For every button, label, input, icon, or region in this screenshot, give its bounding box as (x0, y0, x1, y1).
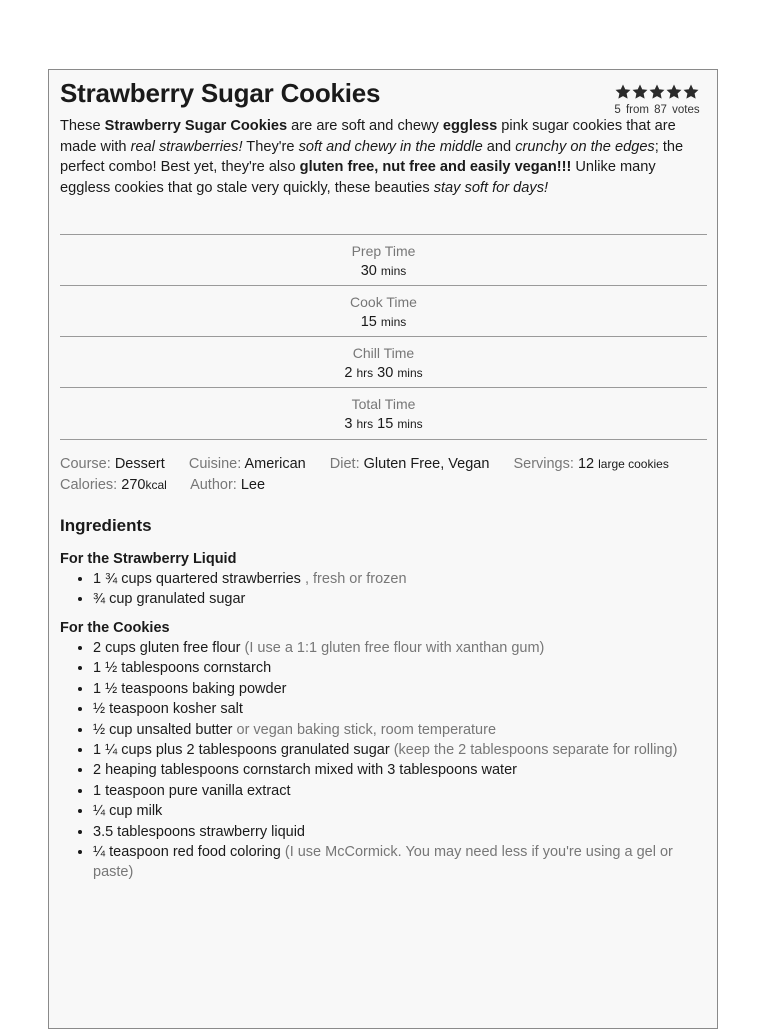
recipe-meta (60, 454, 710, 496)
ingredient-item (93, 740, 710, 760)
cuisine-value[interactable]: American (244, 456, 306, 472)
ingredient-text: 1 teaspoon pure vanilla extract (93, 782, 291, 799)
ingredient-list (60, 638, 710, 883)
star-icon[interactable] (615, 84, 631, 100)
ingredient-note: or vegan baking stick, room temperature (236, 721, 497, 738)
time-unit: hrs (356, 366, 374, 380)
summary-text: They're (242, 138, 299, 155)
star-icon[interactable] (683, 84, 699, 100)
summary-text: Unlike many eggless cookies that go stale very quickly, these beauties (60, 159, 656, 196)
rating-stars[interactable] (607, 84, 707, 100)
ingredient-item (93, 699, 710, 719)
summary-text: pink sugar cookies that are made with (60, 118, 676, 155)
course-value[interactable]: Dessert (114, 456, 165, 472)
summary-italic: crunchy on the edges (515, 138, 655, 155)
calories-unit: kcal (145, 478, 167, 492)
ingredient-item (93, 638, 710, 658)
rating-from-word: from (625, 104, 649, 116)
author-label: Author: (190, 477, 237, 493)
ingredient-text: ¼ teaspoon red food coloring (93, 844, 281, 861)
rating-votes-count: 87 (654, 104, 667, 116)
course-label: Course: (60, 456, 111, 472)
ingredient-item (93, 720, 710, 740)
diet-label: Diet: (329, 456, 360, 472)
ingredient-text: 1 ½ tablespoons cornstarch (93, 660, 272, 677)
time-label: Cook Time (350, 294, 417, 310)
time-unit: mins (397, 417, 423, 431)
diet-value[interactable]: Gluten Free, Vegan (363, 456, 490, 472)
servings-label: Servings: (513, 456, 574, 472)
ingredient-group (60, 549, 710, 610)
time-number: 30 (377, 365, 394, 381)
rating-summary (607, 104, 707, 116)
ingredient-item (93, 658, 710, 678)
summary-text: These (60, 118, 105, 134)
time-block (60, 285, 707, 336)
ingredient-text: 1 ¼ cups plus 2 tablespoons granulated sugar (93, 742, 390, 759)
calories-label: Calories: (60, 477, 118, 493)
recipe-times (60, 234, 707, 440)
ingredient-note: (I use a 1:1 gluten free flour with xanthan gum) (244, 640, 545, 656)
time-unit: hrs (356, 417, 374, 431)
time-value (60, 312, 707, 332)
ingredient-item (93, 589, 710, 609)
time-number: 15 (377, 416, 394, 432)
summary-italic: real strawberries! (130, 138, 243, 155)
time-label: Total Time (351, 396, 416, 412)
meta-row (60, 454, 710, 475)
time-unit: mins (380, 264, 407, 278)
star-icon[interactable] (666, 84, 682, 100)
summary-text: are are soft and chewy (287, 118, 443, 134)
time-number: 3 (344, 416, 353, 432)
recipe-rating[interactable] (607, 84, 707, 116)
time-unit: mins (397, 366, 423, 380)
cuisine-label: Cuisine: (188, 456, 242, 472)
time-block (60, 387, 707, 440)
summary-text: ; the perfect combo! Best yet, they're also (60, 138, 684, 175)
summary-bold: gluten free, nut free and easily vegan!!! (299, 159, 572, 175)
ingredient-note: (keep the 2 tablespoons separate for rolling) (393, 742, 678, 759)
star-icon[interactable] (632, 84, 648, 100)
rating-score: 5 (614, 104, 621, 116)
ingredient-text: ¼ cup milk (93, 803, 163, 820)
ingredient-list (60, 569, 710, 610)
ingredient-text: ¾ cup granulated sugar (93, 591, 246, 608)
ingredient-text: ½ cup unsalted butter (93, 721, 233, 738)
ingredient-note: , fresh or frozen (304, 571, 407, 587)
time-label: Chill Time (352, 345, 415, 361)
ingredient-group-title: For the Strawberry Liquid (60, 551, 237, 567)
recipe-title: Strawberry Sugar Cookies (60, 78, 381, 108)
meta-row (60, 475, 710, 496)
ingredient-item (93, 679, 710, 699)
ingredient-text: 1 ½ teaspoons baking powder (93, 680, 287, 697)
ingredient-item (93, 801, 710, 821)
time-value (60, 414, 707, 434)
time-value (60, 261, 707, 281)
recipe-summary (60, 116, 700, 198)
ingredient-group-title: For the Cookies (60, 620, 170, 636)
ingredient-group (60, 618, 710, 883)
time-number: 15 (360, 314, 377, 330)
ingredient-text: 1 ¾ cups quartered strawberries (93, 571, 301, 587)
ingredient-note: (I use McCormick. You may need less if you're using a gel or paste) (93, 844, 673, 881)
rating-votes-word: votes (672, 104, 700, 116)
author-value: Lee (240, 477, 266, 493)
summary-text: and (482, 138, 516, 155)
calories-value: 270 (121, 477, 146, 493)
time-label: Prep Time (351, 243, 416, 259)
ingredients-heading: Ingredients (60, 516, 152, 535)
ingredient-text: ½ teaspoon kosher salt (93, 701, 243, 718)
servings-value[interactable]: 12 (577, 456, 595, 472)
ingredient-item (93, 781, 710, 801)
summary-bold: eggless (442, 118, 498, 134)
ingredient-item (93, 760, 710, 780)
ingredient-text: 2 heaping tablespoons cornstarch mixed with 3 tablespoons water (93, 762, 517, 779)
time-block (60, 234, 707, 285)
ingredient-item (93, 569, 710, 589)
time-number: 30 (360, 263, 377, 279)
star-icon[interactable] (649, 84, 665, 100)
summary-bold: Strawberry Sugar Cookies (104, 118, 288, 134)
summary-italic: soft and chewy in the middle (298, 138, 483, 155)
servings-unit: large cookies (598, 457, 669, 471)
ingredient-text: 2 cups gluten free flour (93, 640, 241, 656)
time-block (60, 336, 707, 387)
time-value (60, 363, 707, 383)
ingredient-item (93, 842, 710, 883)
time-unit: mins (380, 315, 407, 329)
ingredient-text: 3.5 tablespoons strawberry liquid (93, 823, 305, 840)
ingredient-item (93, 822, 710, 842)
summary-italic: stay soft for days! (433, 179, 549, 196)
time-number: 2 (344, 365, 353, 381)
recipe-card (48, 69, 718, 1029)
